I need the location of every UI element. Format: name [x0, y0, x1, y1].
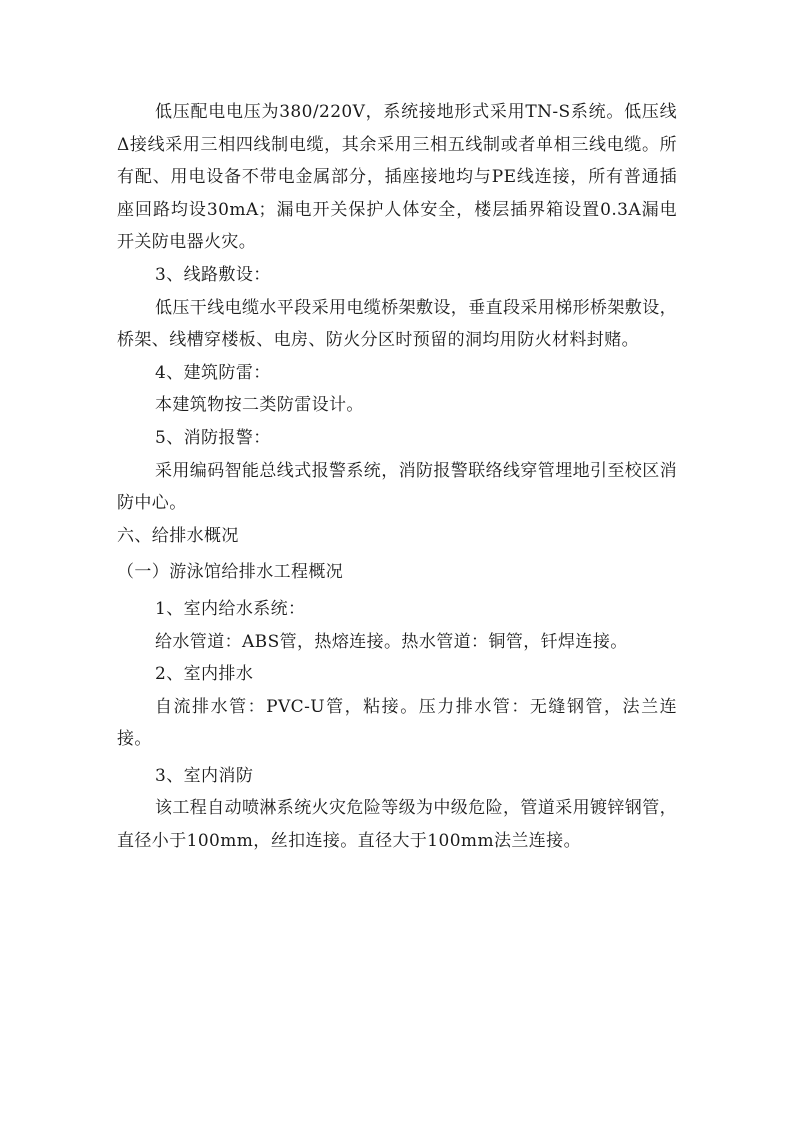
heading-lightning: 4、建筑防雷： [155, 362, 271, 383]
heading-drainage: 2、室内排水 [155, 664, 254, 685]
paragraph-lightning: 本建筑物按二类防雷设计。 [155, 395, 364, 416]
subsection-heading-pool: （一）游泳馆给排水工程概况 [117, 562, 344, 583]
paragraph-water-supply: 给水管道：ABS管，热熔连接。热水管道：铜管，钎焊连接。 [155, 631, 628, 652]
document-page [117, 96, 677, 858]
section-heading-water: 六、给排水概况 [117, 525, 239, 546]
paragraph-low-voltage: 低压配电电压为380/220V，系统接地形式采用TN-S系统。低压线Δ接线采用三相四线制电缆，其余采用三相五线制或者单相三线电缆。所有配、用电设备不带电金属部分，插座接地均与PE线连接，所有普通插座回路均设30mA；漏电开关保护人体安全，楼层插界箱设置0.3A漏电开关防电器火灾。 [117, 102, 677, 253]
heading-fire-protection: 3、室内消防 [155, 765, 254, 786]
paragraph-fire-alarm: 采用编码智能总线式报警系统，消防报警联络线穿管埋地引至校区消防中心。 [117, 460, 677, 514]
heading-wiring: 3、线路敷设： [155, 264, 271, 285]
paragraph-drainage: 自流排水管：PVC-U管，粘接。压力排水管：无缝钢管，法兰连接。 [117, 696, 677, 750]
paragraph-fire-protection: 该工程自动喷淋系统火灾危险等级为中级危险，管道采用镀锌钢管，直径小于100mm，丝扣连接。直径大于100mm法兰连接。 [117, 798, 677, 852]
heading-water-supply: 1、室内给水系统： [155, 598, 306, 619]
heading-fire-alarm: 5、消防报警： [155, 427, 271, 448]
paragraph-wiring: 低压干线电缆水平段采用电缆桥架敷设，垂直段采用梯形桥架敷设，桥架、线槽穿楼板、电房、防火分区时预留的洞均用防火材料封赌。 [117, 297, 677, 351]
